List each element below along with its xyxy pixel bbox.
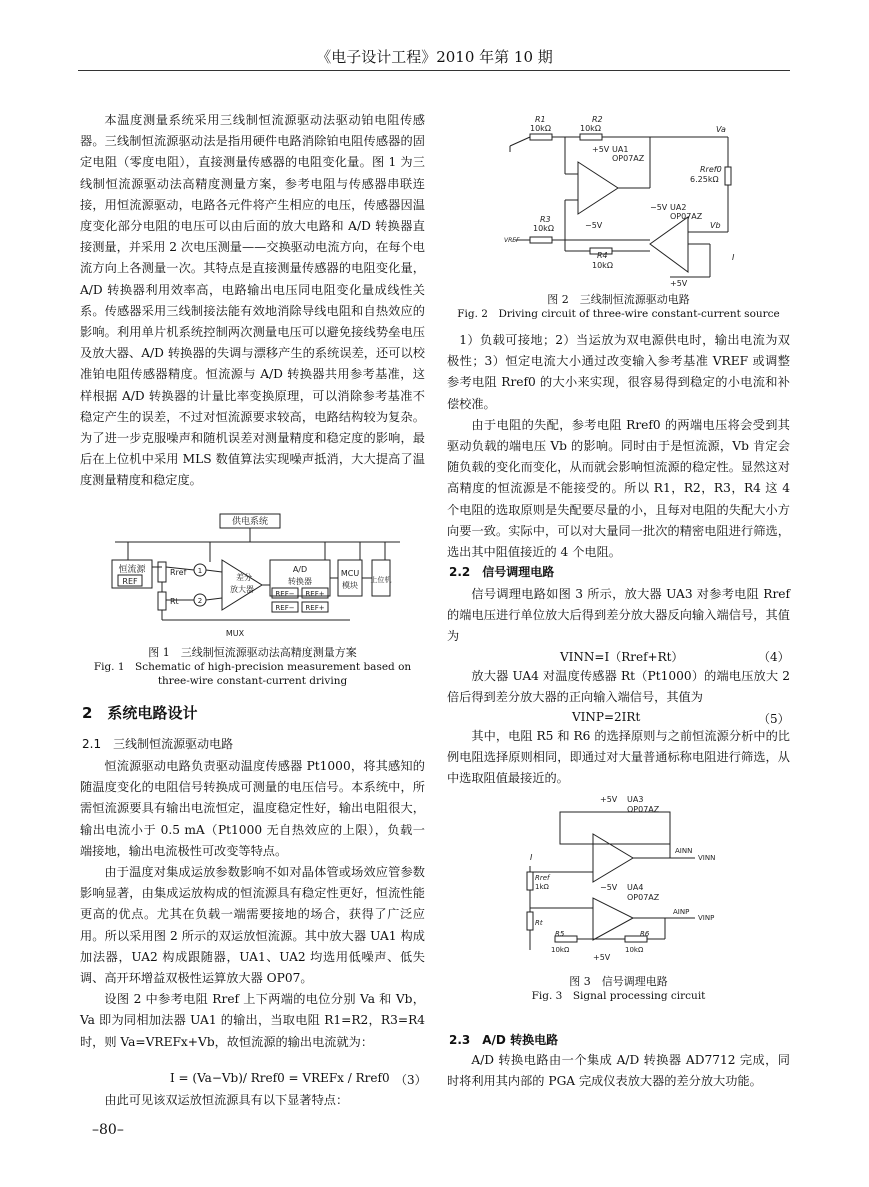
fig1-mux-label: MUX: [225, 629, 245, 638]
right-body-5: A/D 转换电路由一个集成 A/D 转换器 AD7712 完成，同时将利用其内部的 PGA 完成仪表放大器的差分放大功能。: [447, 1053, 790, 1089]
fig1-switch-1: 1: [197, 567, 203, 575]
fig1-refm-label: REF−: [275, 604, 295, 612]
fig3-vinn: VINN: [698, 854, 716, 862]
equation-5-number: （5）: [758, 712, 790, 726]
fig3-rt: Rt: [535, 919, 543, 927]
fig1-refp-label: REF+: [305, 604, 325, 612]
fig1-switch-2: 2: [197, 597, 203, 605]
equation-5: VINP=2IRt: [572, 710, 641, 724]
equation-3-number: （3）: [395, 1073, 427, 1087]
fig1-refp-inner: REF+: [305, 590, 325, 598]
figure-1-caption: 图 1 三线制恒流源驱动法高精度测量方案 Fig. 1 Schematic of high-precision measurement based on three-wire constant-current driving: [93, 646, 412, 687]
fig1-ref-label: REF: [122, 577, 138, 586]
fig2-op2: OP07AZ: [670, 212, 703, 221]
fig1-mcu-label-1: MCU: [340, 569, 360, 578]
fig1-ad-label-2: 转换器: [288, 577, 312, 586]
fig3-ua3: UA3: [627, 795, 644, 804]
equation-4-number: （4）: [758, 650, 790, 664]
fig2-r2: R2: [592, 115, 603, 124]
figure-1-diagram: [110, 512, 410, 642]
intro-paragraph: 本温度测量系统采用三线制恒流源驱动法驱动铂电阻传感器。三线制恒流源驱动法是指用硬件电路消除铂电阻传感器的固定电阻（零度电阻），直接测量传感器的电阻变化量。图 1 为三线制恒流源驱动法高精度测量方案，参考电阻与传感器串联连接，用恒流源驱动，电路各元件将产生相应的电压，传感器因温度变化部分电阻的电压可以由后面的放大电路和 A/D 转换器直接测量，并采用 2 次电压测量——交换驱动电流方向，在每个电流方向上各测量一次。其特点是直接测量传感器的电阻变化量，A/D 转换器利用效率高，电路输出电压同电阻变化量成线性关系。传感器采用三线制接法能有效地消除导线电阻和自热效应的影响。利用单片机系统控制两次测量电压可以避免接线势垒电压及放大器、A/D 转换器的失调与漂移产生的系统误差，还可以校准铂电阻传感器精度。恒流源与 A/D 转换器共用参考基准，这样根据 A/D 转换器的计量比率变换原理，可以消除参考基准不稳定产生的误差，不过对恒流源要求较高，电路结构较为复杂。为了进一步克服噪声和随机误差对测量精度和稳定度的影响，最后在上位机中采用 MLS 数值算法实现噪声抵消，大大提高了温度测量精度和稳定度。: [80, 113, 425, 488]
figure-3-circuit: [515, 790, 755, 965]
fig1-ccs-label: 恒流源: [118, 565, 146, 575]
fig3-vinp: VINP: [698, 914, 715, 922]
fig3-op4: OP07AZ: [627, 893, 660, 902]
fig2-ua2: UA2: [670, 203, 687, 212]
section-2-3-heading: 2.3 A/D 转换电路: [449, 1033, 559, 1047]
fig3-ainp: AINP: [673, 908, 690, 916]
fig2-i: I: [732, 253, 735, 262]
fig3-i: I: [530, 853, 533, 862]
fig3-op3: OP07AZ: [627, 805, 660, 814]
fig2-ua1: UA1: [612, 145, 629, 154]
fig2-p5: +5V: [592, 145, 610, 154]
section-2-2-heading: 2.2 信号调理电路: [449, 565, 555, 579]
header-rule: [78, 70, 790, 71]
figure-2-caption: 图 2 三线制恒流源驱动电路 Fig. 2 Driving circuit of three-wire constant-current source: [457, 293, 780, 320]
fig2-r3: R3: [540, 215, 551, 224]
fig2-va: Va: [716, 125, 726, 134]
section-2-1-body: 恒流源驱动电路负责驱动温度传感器 Pt1000，将其感知的随温度变化的电阻信号转换成可测量的电压信号。本系统中，所需恒流源要具有输出电流恒定，温度稳定性好，输出电阻很大，输出电流小于 0.5 mA（Pt1000 无自热效应的上限），负载一端接地，输出电流极性可改变等特点。 由于温度对集成运放参数影响不如对晶体管或场效应管参数影响显著，由集成运放构成的恒流源具有稳定性更好，恒流性能更高的优点。尤其在负载一端需要接地的场合，获得了广泛应用。所以采用图 2 所示的双运放恒流源。其中放大器 UA1 构成加法器，UA2 构成跟随器，UA1、UA2 均选用低噪声、低失调、高开环增益双极性运算放大器 OP07。 设图 2 中参考电阻 Rref 上下两端的电位分别 Va 和 Vb，Va 即为同相加法器 UA1 的输出，当取电阻 R1=R2，R3=R4 时，则 Va=VREFx+Vb，故恒流源的输出电流就为：: [80, 759, 425, 1049]
fig2-r1: R1: [535, 115, 546, 124]
figure-2-circuit: [500, 112, 745, 290]
fig2-r4: R4: [597, 251, 608, 260]
page-number: –80–: [92, 1122, 124, 1138]
journal-header: 《电子设计工程》2010 年第 10 期: [316, 48, 553, 66]
fig1-rref-label: Rref: [170, 568, 187, 577]
right-body-1: 1）负载可接地；2）当运放为双电源供电时，输出电流为双极性；3）恒定电流大小通过改变输入参考基准 VREF 或调整参考电阻 Rref0 的大小来实现，很容易得到稳定的小电流和补偿校准。 由于电阻的失配，参考电阻 Rref0 的两端电压将会受到其驱动负载的端电压 Vb 的影响。同时由于是恒流源，Vb 肯定会随负载的变化而变化，从而就会影响恒流源的稳定性。显然这对高精度的恒流源是不能接受的。所以 R1，R2，R3，R4 这 4 个电阻的选取原则是失配要尽量的小，且每对电阻的失配大小方向要一致。实际中，可以对大量同一批次的精密电阻进行筛选，选出其中阻值接近的 4 个电阻。: [447, 333, 790, 560]
fig2-vref: VREF: [504, 237, 520, 244]
fig1-amp-label-1: 差分: [236, 573, 252, 582]
fig3-m5: −5V: [600, 883, 618, 892]
fig3-ainn: AINN: [675, 847, 693, 855]
fig2-r2-value: 10kΩ: [580, 124, 601, 133]
fig2-p5-2: +5V: [670, 279, 688, 288]
fig3-r5-value: 10kΩ: [551, 946, 570, 954]
fig2-r1-value: 10kΩ: [530, 124, 551, 133]
fig3-r5: R5: [555, 930, 565, 938]
fig1-host-label: 上位机: [370, 576, 392, 584]
fig2-r4-value: 10kΩ: [592, 261, 613, 270]
fig3-r6-value: 10kΩ: [625, 946, 644, 954]
fig1-ad-label-1: A/D: [292, 565, 308, 574]
fig3-rref-value: 1kΩ: [535, 883, 549, 891]
fig2-r3-value: 10kΩ: [533, 224, 554, 233]
fig3-p5-2: +5V: [593, 953, 611, 962]
fig2-rref0-value: 6.25kΩ: [690, 175, 719, 184]
fig2-vb: Vb: [710, 221, 721, 230]
section-2-1-heading: 2.1 三线制恒流源驱动电路: [82, 737, 234, 751]
fig1-refm-inner: REF−: [275, 590, 295, 598]
fig3-ua4: UA4: [627, 883, 644, 892]
equation-3: I = (Va−Vb)/ Rref0 = VREFx / Rref0: [170, 1071, 390, 1085]
fig3-rref: Rref: [535, 874, 550, 882]
fig1-power-label: 供电系统: [231, 517, 269, 527]
figure-3-caption: 图 3 信号调理电路 Fig. 3 Signal processing circuit: [531, 975, 706, 1002]
fig2-op1: OP07AZ: [612, 154, 645, 163]
section-2-heading: 2 系统电路设计: [82, 704, 198, 722]
fig3-p5-1: +5V: [600, 795, 618, 804]
fig3-r6: R6: [640, 930, 650, 938]
section-2-1-tail: 由此可见该双运放恒流源具有以下显著特点：: [104, 1093, 349, 1107]
fig2-rref0: Rref0: [700, 165, 722, 174]
fig2-m5-1: −5V: [585, 221, 603, 230]
right-body-3: 放大器 UA4 对温度传感器 Rt（Pt1000）的端电压放大 2 倍后得到差分放大器的正向输入端信号，其值为: [447, 669, 790, 705]
fig1-mcu-label-2: 模块: [342, 581, 358, 590]
equation-4: VINN=I（Rref+Rt）: [560, 650, 684, 664]
right-body-4: 其中，电阻 R5 和 R6 的选择原则与之前恒流源分析中的比例电阻选择原则相同，即通过对大量普通标称电阻进行筛选，从中选取阻值最接近的。: [447, 729, 790, 786]
right-body-2: 信号调理电路如图 3 所示，放大器 UA3 对参考电阻 Rref 的端电压进行单位放大后得到差分放大器反向输入端信号，其值为: [447, 587, 790, 644]
fig1-rt-label: Rt: [170, 597, 179, 606]
fig1-amp-label-2: 放大器: [230, 585, 254, 594]
fig2-m5-2: −5V: [650, 203, 668, 212]
